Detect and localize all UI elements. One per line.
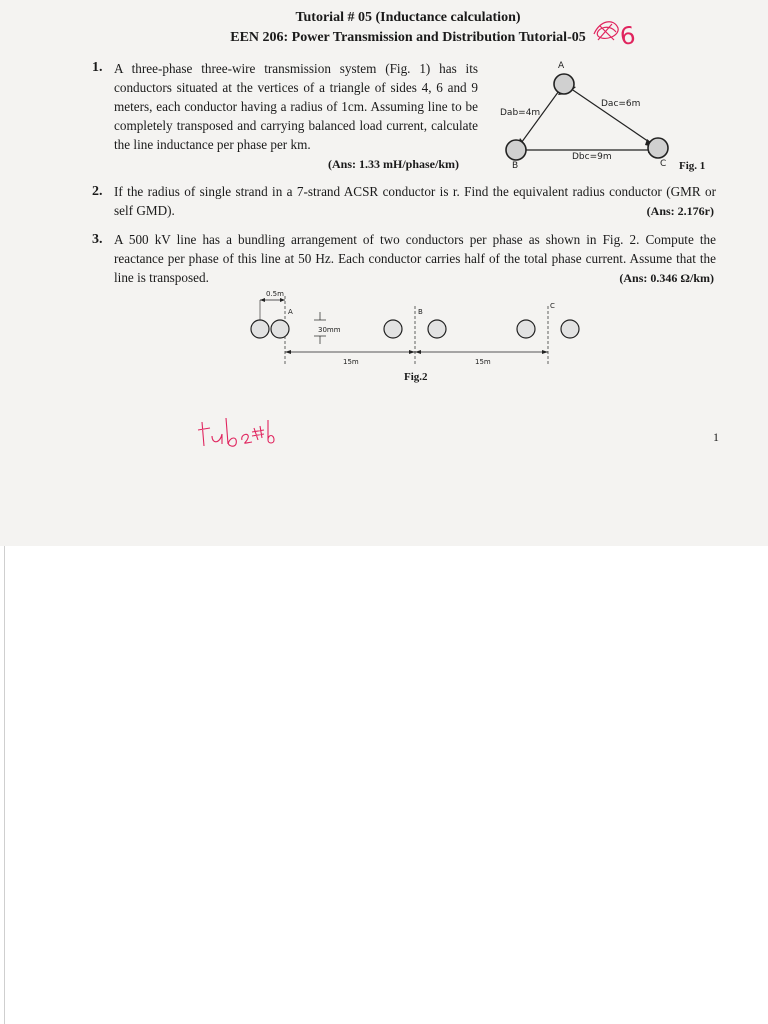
document-title: Tutorial # 05 (Inductance calculation) bbox=[295, 10, 521, 25]
label-dbc: Dbc=9m bbox=[572, 152, 612, 162]
span-1-arrow-left bbox=[285, 350, 291, 354]
conductor-a bbox=[554, 74, 574, 94]
conductor-c1 bbox=[517, 320, 535, 338]
node-b-label: B bbox=[512, 161, 519, 171]
conductor-b bbox=[506, 140, 526, 160]
node-c-label: C bbox=[660, 159, 667, 169]
span-2-label: 15m bbox=[475, 358, 491, 366]
page-number: 1 bbox=[713, 430, 719, 444]
bundle-spacing-label: 0.5m bbox=[266, 290, 284, 298]
figure-1-triangle bbox=[496, 54, 686, 178]
problem-1-number: 1. bbox=[92, 60, 103, 75]
conductor-c2 bbox=[561, 320, 579, 338]
label-dab: Dab=4m bbox=[500, 108, 541, 118]
label-dac: Dac=6m bbox=[601, 99, 641, 109]
problem-1-answer: (Ans: 1.33 mH/phase/km) bbox=[328, 157, 460, 171]
problem-3-text: A 500 kV line has a bundling arrangement of two conductors per phase as shown in Fig. 2. Compute the reactance per phase of this line at 50 Hz. Each conductor carries half of the total phase current. Assume that the line is transposed. bbox=[114, 232, 716, 285]
bundle-dim-arrow-right bbox=[280, 298, 285, 302]
handwritten-page-mark: 6 bbox=[618, 21, 638, 51]
bundle-dim-arrow-left bbox=[260, 298, 265, 302]
problem-2-text: If the radius of single strand in a 7-strand ACSR conductor is r. Find the equivalent radius conductor (GMR or self GMD). bbox=[114, 184, 716, 218]
span-1-label: 15m bbox=[343, 358, 359, 366]
figure-1-caption: Fig. 1 bbox=[679, 160, 706, 172]
phase-b-label: B bbox=[418, 308, 423, 316]
node-a-label: A bbox=[558, 61, 565, 71]
page-edge-line bbox=[4, 546, 5, 1024]
figure-2-caption: Fig.2 bbox=[404, 371, 428, 383]
problem-2-answer: (Ans: 2.176r) bbox=[646, 204, 714, 218]
span-2-arrow-left bbox=[415, 350, 421, 354]
span-2-arrow-right bbox=[542, 350, 548, 354]
phase-a-label: A bbox=[288, 308, 293, 316]
document-subtitle: EEN 206: Power Transmission and Distribution Tutorial-05 bbox=[230, 30, 586, 45]
problem-2-number: 2. bbox=[92, 184, 103, 199]
problem-3-number: 3. bbox=[92, 232, 103, 247]
problem-3-answer: (Ans: 0.346 Ω/km) bbox=[619, 271, 714, 285]
conductor-b2 bbox=[428, 320, 446, 338]
problem-1-text: A three-phase three-wire transmission system (Fig. 1) has its conductors situated at the vertices of a triangle of sides 4, 6 and 9 meters, each conductor having a radius of 1cm. Assuming line to be completely transposed and carrying balanced load current, calculate the line inductance per phase per km. bbox=[114, 61, 478, 152]
conductor-c bbox=[648, 138, 668, 158]
conductor-a2 bbox=[271, 320, 289, 338]
figure-2-bundle-arrangement bbox=[244, 286, 584, 370]
pink-scribble-icon bbox=[590, 14, 624, 48]
side-ac bbox=[564, 84, 658, 148]
conductor-b1 bbox=[384, 320, 402, 338]
phase-c-label: C bbox=[550, 302, 555, 310]
handwritten-note bbox=[196, 410, 276, 454]
diameter-label: 30mm bbox=[318, 326, 341, 334]
conductor-a1 bbox=[251, 320, 269, 338]
span-1-arrow-right bbox=[409, 350, 415, 354]
